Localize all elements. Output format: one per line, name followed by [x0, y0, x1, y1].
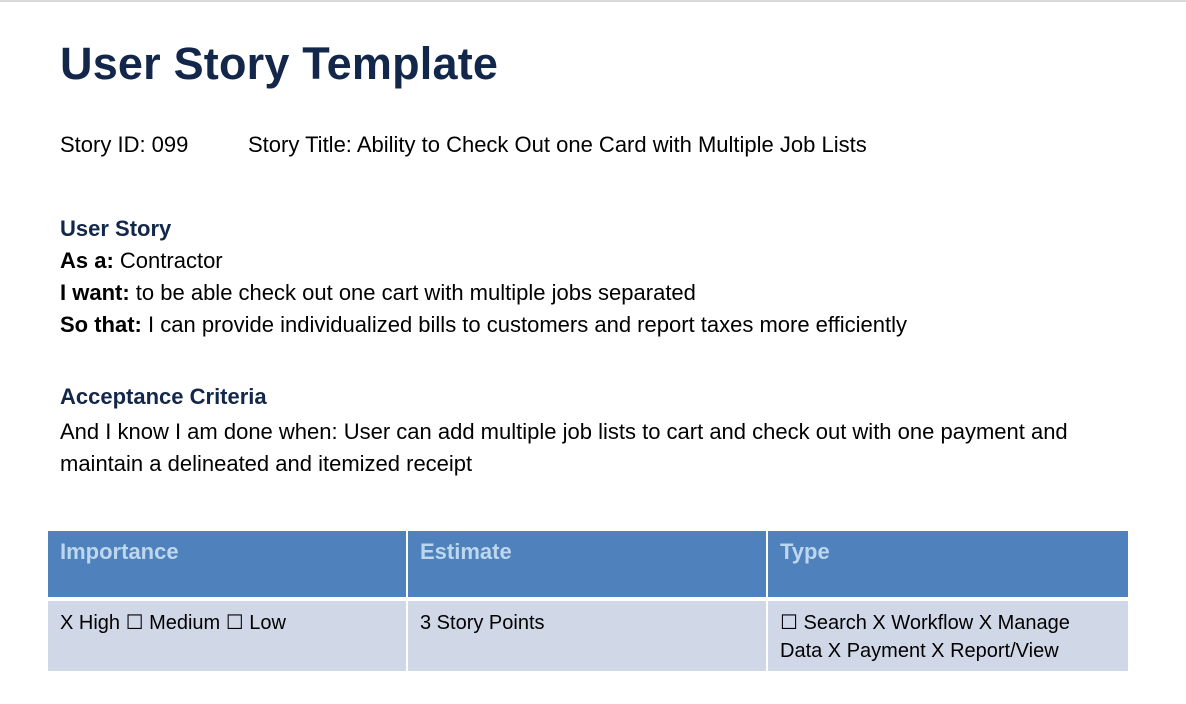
top-divider: [0, 0, 1186, 2]
as-a-value: Contractor: [119, 248, 223, 273]
as-a-line: [60, 248, 223, 274]
i-want-value: to be able check out one cart with multiple jobs separated: [135, 280, 696, 305]
table-header-row: [48, 531, 1128, 601]
so-that-label: So that:: [60, 312, 142, 337]
story-id: Story ID: 099: [60, 132, 189, 157]
importance-header: Importance: [48, 531, 408, 601]
story-details-table: [48, 531, 1128, 671]
page-title: User Story Template: [60, 38, 499, 89]
table-row: [48, 601, 1128, 671]
story-title: Story Title: Ability to Check Out one Card with Multiple Job Lists: [248, 132, 867, 157]
i-want-line: [60, 280, 696, 306]
acceptance-criteria-heading: Acceptance Criteria: [60, 384, 267, 409]
user-story-heading: User Story: [60, 216, 172, 241]
so-that-value: I can provide individualized bills to customers and report taxes more efficiently: [148, 312, 907, 337]
type-header: Type: [768, 531, 1128, 601]
as-a-label: As a:: [60, 248, 114, 273]
i-want-label: I want:: [60, 280, 130, 305]
acceptance-criteria-text: And I know I am done when: User can add multiple job lists to cart and check out with one payment and maintain a delineated and itemized receipt: [60, 419, 1068, 476]
so-that-line: [60, 312, 907, 338]
story-meta: [60, 132, 867, 158]
estimate-header: Estimate: [408, 531, 768, 601]
type-cell: ☐ Search X Workflow X Manage Data X Payment X Report/View: [768, 601, 1128, 671]
importance-cell: X High ☐ Medium ☐ Low: [48, 601, 408, 671]
estimate-cell: 3 Story Points: [408, 601, 768, 671]
